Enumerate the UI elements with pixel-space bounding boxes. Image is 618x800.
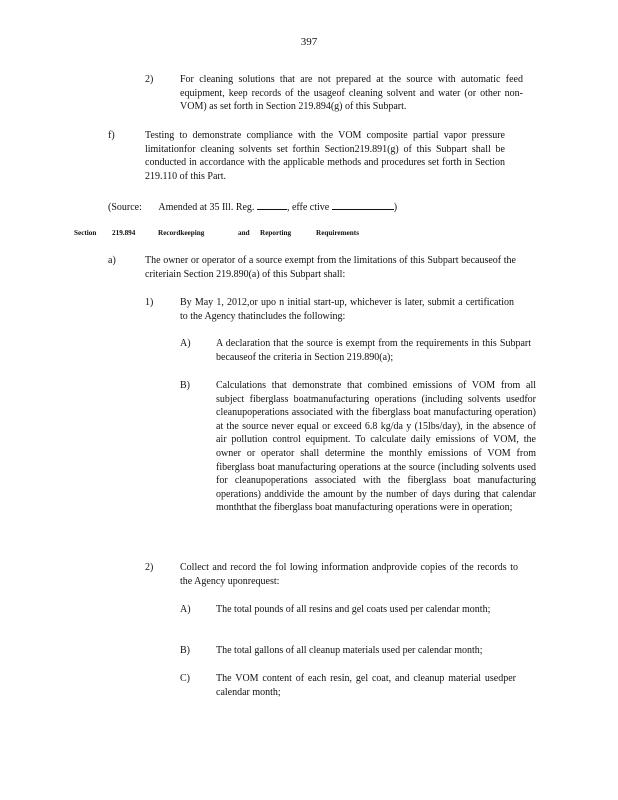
source-close: )	[393, 202, 398, 213]
item-a2-label: 2)	[145, 562, 154, 573]
item-e2-text: For cleaning solutions that are not prepared at the source with automatic feed equipment, keep records of the usageof cleaning solvent and water (or other non-VOM) as set forth in Section 219.894(g) of this Subpart.	[180, 74, 523, 113]
item-a1-text: By May 1, 2012,or upo n initial start-up, whichever is later, submit a certification to the Agency thatincludes the following:	[180, 297, 514, 322]
item-a1B-text: Calculations that demonstrate that combined emissions of VOM from all subject fiberglass boatmanufacturing operations (including solvents usedfor cleanupoperations associated with the fiberglass boat manufacturing operation) at the source never equal or exceed 6.8 kg/da y (15lbs/day), in the absence of air pollution control equipment. To calculate daily emissions of VOM, the owner or operator shall determine the monthly emissions of VOM from fiberglass boat manufacturing operations at the source (including solvents used for cleanupoperations associated with the fiberglass boat manufacturing operations) anddivide the amount by the number of days during that calendar monththat the fiberglass boat manufacturing operations were in operation;	[216, 380, 536, 514]
item-a1-label: 1)	[145, 297, 154, 308]
source-amended: Amended at 35 Ill. Reg.	[158, 202, 255, 213]
source-effective: , effe ctive	[286, 202, 330, 213]
page-number: 397	[300, 36, 318, 48]
section-title-and: and	[238, 229, 250, 237]
effective-date-blank	[332, 199, 394, 210]
item-e2-label: 2)	[145, 74, 154, 85]
item-f-label: f)	[108, 130, 115, 141]
item-a2A-text: The total pounds of all resins and gel coats used per calendar month;	[216, 604, 491, 615]
section-word: Section	[74, 229, 97, 237]
item-a1A-label: A)	[180, 338, 191, 349]
item-f-text: Testing to demonstrate compliance with the VOM composite partial vapor pressure limitationfor cleaning solvents set forthin Section219.891(g) of this Subpart shall be conducted in accordance with the applicable methods and procedures set forth in Section 219.110 of this Part.	[145, 130, 505, 182]
source-note	[108, 199, 397, 215]
item-a2B-label: B)	[180, 645, 190, 656]
item-a2C-text: The VOM content of each resin, gel coat, and cleanup material usedper calendar month;	[216, 673, 516, 698]
section-title-reporting: Reporting	[260, 229, 292, 237]
source-prefix: (Source:	[108, 202, 142, 213]
item-a1B-label: B)	[180, 380, 190, 391]
item-a2A-label: A)	[180, 604, 191, 615]
section-number: 219.894	[112, 229, 136, 237]
section-title-recordkeeping: Recordkeeping	[158, 229, 205, 237]
item-a2B-text: The total gallons of all cleanup materials used per calendar month;	[216, 645, 483, 656]
item-a1A-text: A declaration that the source is exempt from the requirements in this Subpart becauseof the criteria in Section 219.890(a);	[216, 338, 531, 363]
item-a2-text: Collect and record the fol lowing information andprovide copies of the records to the Agency uponrequest:	[180, 562, 518, 587]
item-a2C-label: C)	[180, 673, 190, 684]
item-a-label: a)	[108, 255, 116, 266]
section-title-requirements: Requirements	[316, 229, 359, 237]
register-blank	[257, 199, 287, 210]
item-a-text: The owner or operator of a source exempt from the limitations of this Subpart becauseof the criteriain Section 219.890(a) of this Subpart shall:	[145, 255, 516, 280]
